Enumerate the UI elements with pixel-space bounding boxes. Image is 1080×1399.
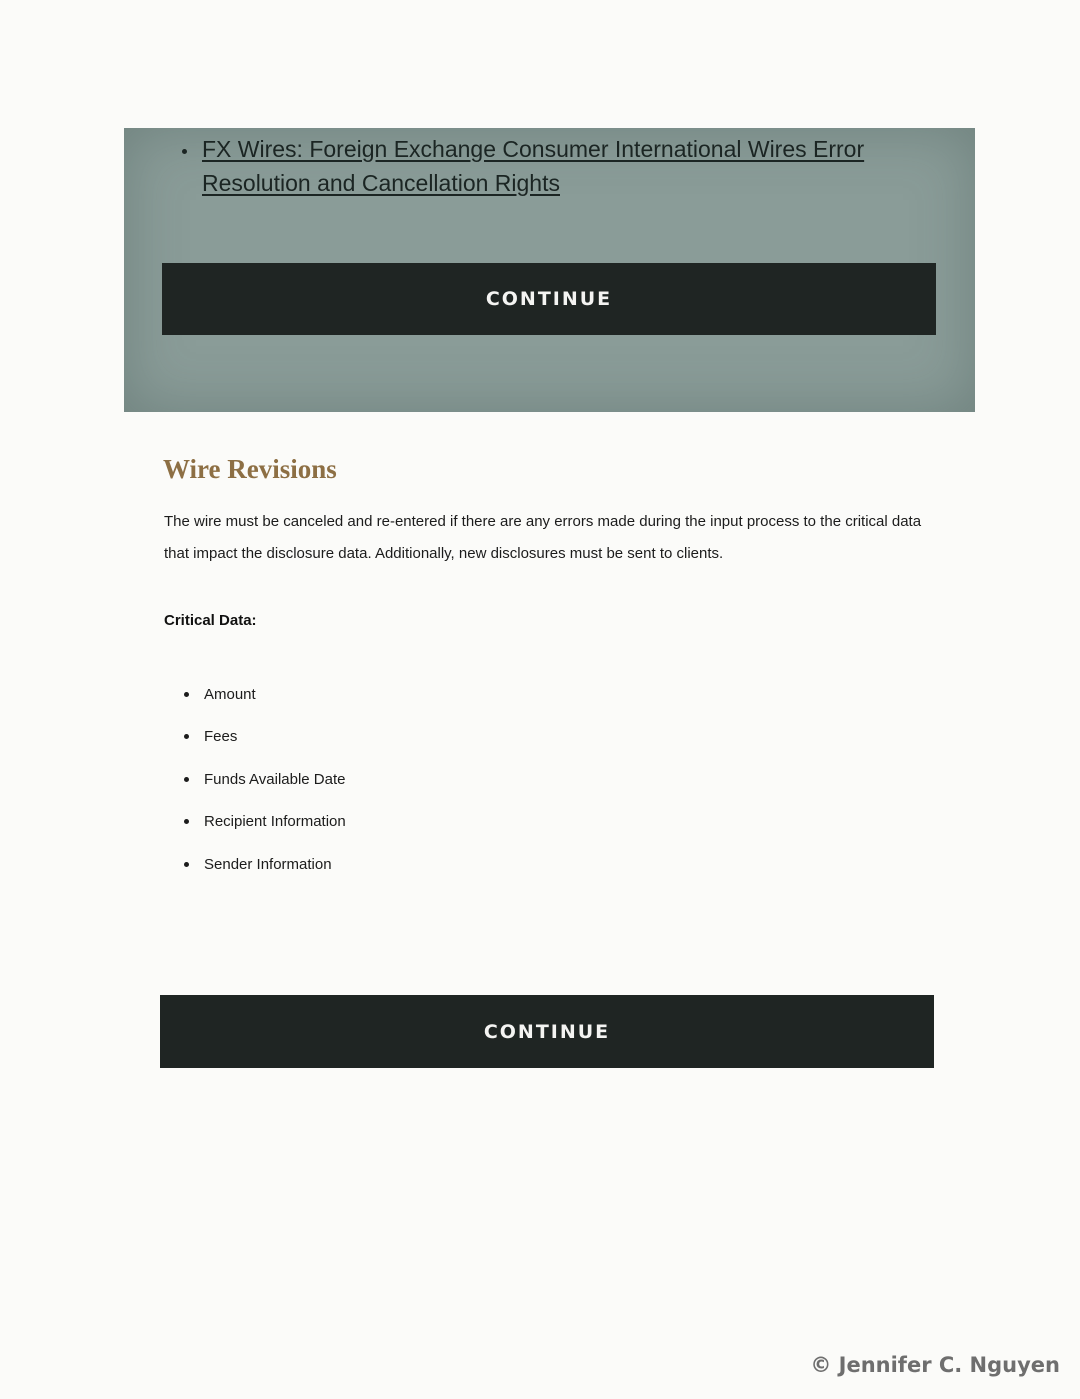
list-item-label: Sender Information <box>204 855 332 873</box>
list-item <box>184 807 346 849</box>
fx-wires-link[interactable]: FX Wires: Foreign Exchange Consumer International Wires Error Resolution and Cancellation Rights <box>202 136 865 196</box>
copyright-watermark: © Jennifer C. Nguyen <box>810 1353 1060 1377</box>
list-item-label: Fees <box>204 728 238 746</box>
bullet-icon <box>184 777 189 782</box>
bullet-icon <box>184 819 189 824</box>
list-item <box>184 722 346 764</box>
section-body: The wire must be canceled and re-entered if there are any errors made during the input process to the critical data that impact the disclosure data. Additionally, new disclosures must be sent to clients. <box>164 513 922 562</box>
list-item-label: Funds Available Date <box>204 770 346 788</box>
bullet-icon <box>184 692 189 697</box>
critical-data-list <box>184 680 346 892</box>
list-item <box>182 132 882 200</box>
continue-button-bottom[interactable]: CONTINUE <box>160 995 934 1068</box>
link-list <box>182 132 882 200</box>
bullet-icon <box>184 862 189 867</box>
list-item <box>184 850 346 892</box>
list-item <box>184 765 346 807</box>
bullet-icon <box>182 149 187 154</box>
list-item <box>184 680 346 722</box>
bullet-icon <box>184 734 189 739</box>
critical-data-label: Critical Data: <box>164 612 257 629</box>
list-item-label: Recipient Information <box>204 813 346 831</box>
section-title: Wire Revisions <box>163 454 337 484</box>
top-panel <box>124 128 975 412</box>
continue-button-top[interactable]: CONTINUE <box>162 263 936 335</box>
list-item-label: Amount <box>204 686 256 703</box>
